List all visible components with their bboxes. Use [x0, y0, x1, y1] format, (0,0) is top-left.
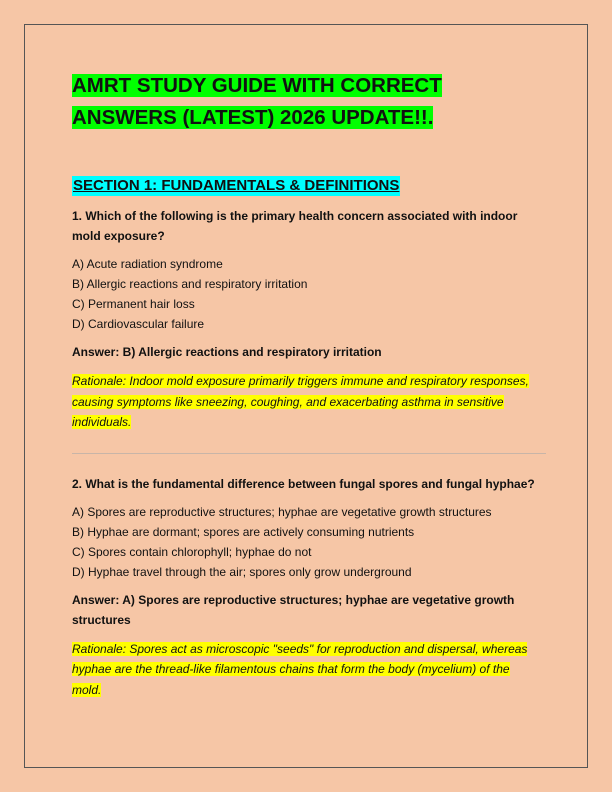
option-d: D) Hyphae travel through the air; spores only grow underground	[72, 564, 412, 579]
document-title-block	[72, 70, 512, 134]
question-text: 1. Which of the following is the primary health concern associated with indoor mold exposure?	[72, 209, 518, 243]
option-c: C) Permanent hair loss	[72, 297, 195, 311]
option-d: D) Cardiovascular failure	[72, 317, 205, 331]
answer-text: Answer: A) Spores are reproductive structures; hyphae are vegetative growth structures	[72, 592, 515, 627]
option-c: C) Spores contain chlorophyll; hyphae do not	[72, 544, 312, 559]
question-block-2	[72, 474, 542, 701]
section-heading: SECTION 1: FUNDAMENTALS & DEFINITIONS	[73, 177, 400, 194]
document-title: AMRT STUDY GUIDE WITH CORRECT ANSWERS (LATEST) 2026 UPDATE!!.	[72, 74, 442, 129]
document-body	[72, 70, 542, 700]
options-list	[72, 254, 542, 334]
question-divider	[72, 453, 546, 454]
rationale-text: Rationale: Spores act as microscopic "seeds" for reproduction and dispersal, whereas hyphae are the thread-like filamentous chains that form the body (mycelium) of the mold.	[72, 641, 528, 697]
option-b: B) Hyphae are dormant; spores are actively consuming nutrients	[72, 524, 415, 539]
answer-text: Answer: B) Allergic reactions and respiratory irritation	[72, 345, 382, 359]
option-a: A) Acute radiation syndrome	[72, 257, 223, 271]
question-block-1	[72, 206, 542, 433]
option-a: A) Spores are reproductive structures; hyphae are vegetative growth structures	[72, 504, 492, 519]
question-text: 2. What is the fundamental difference between fungal spores and fungal hyphae?	[72, 476, 535, 491]
rationale-block	[72, 371, 542, 433]
option-b: B) Allergic reactions and respiratory irritation	[72, 277, 308, 291]
options-list	[72, 502, 542, 582]
rationale-text: Rationale: Indoor mold exposure primarily triggers immune and respiratory responses, causing symptoms like sneezing, coughing, and exacerbating asthma in sensitive individuals.	[72, 374, 529, 429]
rationale-block	[72, 639, 542, 701]
